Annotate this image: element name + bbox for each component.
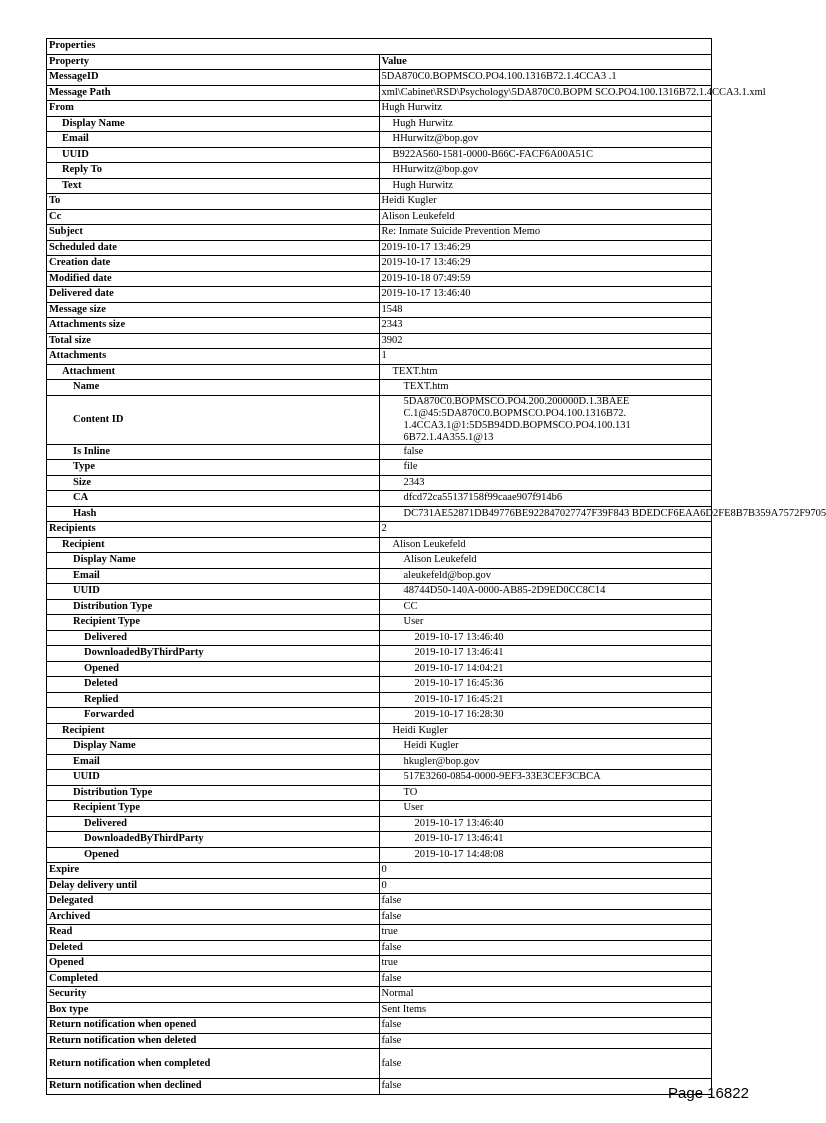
property-key: To [47, 194, 380, 210]
property-key: Name [47, 380, 380, 396]
property-value: User [379, 801, 712, 817]
property-key: Delay delivery until [47, 878, 380, 894]
property-key: UUID [47, 147, 380, 163]
table-row [47, 240, 712, 256]
table-row [47, 132, 712, 148]
table-row [47, 225, 712, 241]
property-key: Opened [47, 661, 380, 677]
property-value: 2019-10-17 13:46:40 [379, 287, 712, 303]
property-key: Creation date [47, 256, 380, 272]
property-value: 2019-10-17 13:46:29 [379, 256, 712, 272]
property-value: Normal [379, 987, 712, 1003]
property-key: Return notification when deleted [47, 1033, 380, 1049]
property-value: true [379, 956, 712, 972]
property-value: B922A560-1581-0000-B66C-FACF6A00A51C [379, 147, 712, 163]
property-key: Delivered date [47, 287, 380, 303]
property-value: hkugler@bop.gov [379, 754, 712, 770]
table-row [47, 101, 712, 117]
property-key: Display Name [47, 739, 380, 755]
property-value: Alison Leukefeld [379, 537, 712, 553]
property-key: Forwarded [47, 708, 380, 724]
table-row [47, 1018, 712, 1034]
property-value: 2019-10-17 16:28:30 [379, 708, 712, 724]
property-key: Subject [47, 225, 380, 241]
property-key: Email [47, 754, 380, 770]
property-value: false [379, 1018, 712, 1034]
property-value: TEXT.htm [379, 380, 712, 396]
table-row [47, 723, 712, 739]
property-value: Alison Leukefeld [379, 209, 712, 225]
property-value: 2019-10-17 16:45:36 [379, 677, 712, 693]
property-value: 2019-10-18 07:49:59 [379, 271, 712, 287]
property-value: dfcd72ca55137158f99caae907f914b6 [379, 491, 712, 507]
property-key: Attachments [47, 349, 380, 365]
property-value: 2 [379, 522, 712, 538]
property-key: Read [47, 925, 380, 941]
property-value: TEXT.htm [379, 364, 712, 380]
table-row [47, 646, 712, 662]
property-value: 48744D50-140A-0000-AB85-2D9ED0CC8C14 [379, 584, 712, 600]
property-value: Sent Items [379, 1002, 712, 1018]
table-row [47, 801, 712, 817]
property-key: From [47, 101, 380, 117]
property-key: Total size [47, 333, 380, 349]
table-row [47, 677, 712, 693]
property-value: 5DA870C0.BOPMSCO.PO4.100.1316B72.1.4CCA3 .1 [379, 70, 712, 86]
property-value: 2019-10-17 13:46:40 [379, 816, 712, 832]
property-key: Delivered [47, 816, 380, 832]
table-row [47, 537, 712, 553]
table-row [47, 256, 712, 272]
table-row [47, 364, 712, 380]
property-key: Text [47, 178, 380, 194]
property-key: Completed [47, 971, 380, 987]
property-key: Content ID [47, 395, 380, 444]
property-value: 2019-10-17 16:45:21 [379, 692, 712, 708]
property-value: 1548 [379, 302, 712, 318]
table-row [47, 661, 712, 677]
property-key: MessageID [47, 70, 380, 86]
property-key: Delivered [47, 630, 380, 646]
property-value: false [379, 1049, 712, 1079]
table-row [47, 1049, 712, 1079]
property-key: Attachments size [47, 318, 380, 334]
property-value: HHurwitz@bop.gov [379, 132, 712, 148]
property-value: 2343 [379, 475, 712, 491]
table-row [47, 785, 712, 801]
property-key: Deleted [47, 940, 380, 956]
property-key: CA [47, 491, 380, 507]
property-value: 517E3260-0854-0000-9EF3-33E3CEF3CBCA [379, 770, 712, 786]
property-key: Replied [47, 692, 380, 708]
property-value: true [379, 925, 712, 941]
table-row [47, 863, 712, 879]
property-key: Email [47, 568, 380, 584]
property-value: false [379, 1033, 712, 1049]
table-row [47, 599, 712, 615]
table-row [47, 287, 712, 303]
table-row [47, 271, 712, 287]
property-value: 2019-10-17 13:46:41 [379, 646, 712, 662]
table-row [47, 1079, 712, 1095]
table-row [47, 116, 712, 132]
property-key: Is Inline [47, 444, 380, 460]
property-key: Email [47, 132, 380, 148]
table-header-row [47, 54, 712, 70]
property-value: Heidi Kugler [379, 739, 712, 755]
property-key: Archived [47, 909, 380, 925]
property-key: Opened [47, 956, 380, 972]
table-title-row [47, 39, 712, 55]
property-key: Display Name [47, 116, 380, 132]
property-value: 2019-10-17 13:46:41 [379, 832, 712, 848]
property-value: 2343 [379, 318, 712, 334]
table-row [47, 163, 712, 179]
property-key: Cc [47, 209, 380, 225]
property-value: Hugh Hurwitz [379, 116, 712, 132]
property-value: TO [379, 785, 712, 801]
property-key: Return notification when opened [47, 1018, 380, 1034]
table-row [47, 460, 712, 476]
table-row [47, 832, 712, 848]
property-value: aleukefeld@bop.gov [379, 568, 712, 584]
table-row [47, 987, 712, 1003]
header-property: Property [47, 54, 380, 70]
property-value: file [379, 460, 712, 476]
table-row [47, 770, 712, 786]
property-value: Re: Inmate Suicide Prevention Memo [379, 225, 712, 241]
property-key: Distribution Type [47, 599, 380, 615]
property-value: DC731AE52871DB49776BE922847027747F39F843 BDEDCF6EAA6D2FE8B7B359A7572F9705 [379, 506, 712, 522]
property-key: Delegated [47, 894, 380, 910]
header-value: Value [379, 54, 712, 70]
table-row [47, 894, 712, 910]
property-value: CC [379, 599, 712, 615]
property-value: 0 [379, 863, 712, 879]
property-key: Return notification when declined [47, 1079, 380, 1095]
table-row [47, 395, 712, 444]
table-row [47, 971, 712, 987]
property-key: DownloadedByThirdParty [47, 646, 380, 662]
property-key: Message size [47, 302, 380, 318]
table-row [47, 568, 712, 584]
table-row [47, 522, 712, 538]
property-value: 1 [379, 349, 712, 365]
table-row [47, 754, 712, 770]
property-value: false [379, 971, 712, 987]
property-value: 3902 [379, 333, 712, 349]
property-value: false [379, 909, 712, 925]
property-key: Display Name [47, 553, 380, 569]
table-row [47, 708, 712, 724]
property-key: Hash [47, 506, 380, 522]
property-key: Size [47, 475, 380, 491]
table-row [47, 553, 712, 569]
property-value: 5DA870C0.BOPMSCO.PO4.200.200000D.1.3BAEE C.1@45:5DA870C0.BOPMSCO.PO4.100.1316B72. 1.4CCA3.1@1:5D5B94DD.BOPMSCO.PO4.100.131 6B72.1.4A355.1@13 [379, 395, 712, 444]
page-number: Page 16822 [668, 1085, 749, 1102]
table-row [47, 333, 712, 349]
property-value: Heidi Kugler [379, 723, 712, 739]
property-value: HHurwitz@bop.gov [379, 163, 712, 179]
table-title: Properties [47, 39, 712, 55]
table-row [47, 85, 712, 101]
table-row [47, 302, 712, 318]
property-value: false [379, 444, 712, 460]
table-row [47, 816, 712, 832]
property-key: Scheduled date [47, 240, 380, 256]
property-key: Modified date [47, 271, 380, 287]
table-row [47, 349, 712, 365]
property-value: 0 [379, 878, 712, 894]
property-key: Return notification when completed [47, 1049, 380, 1079]
table-row [47, 380, 712, 396]
property-value: false [379, 1079, 712, 1095]
table-row [47, 847, 712, 863]
property-key: Recipient [47, 723, 380, 739]
property-key: Recipient [47, 537, 380, 553]
property-key: Recipient Type [47, 615, 380, 631]
property-key: Deleted [47, 677, 380, 693]
property-key: Reply To [47, 163, 380, 179]
property-key: Expire [47, 863, 380, 879]
property-value: Heidi Kugler [379, 194, 712, 210]
property-value: User [379, 615, 712, 631]
table-row [47, 70, 712, 86]
property-key: Security [47, 987, 380, 1003]
property-key: Recipient Type [47, 801, 380, 817]
table-row [47, 444, 712, 460]
property-key: Distribution Type [47, 785, 380, 801]
property-value: false [379, 940, 712, 956]
table-row [47, 506, 712, 522]
table-row [47, 739, 712, 755]
property-value: 2019-10-17 14:04:21 [379, 661, 712, 677]
table-row [47, 692, 712, 708]
table-row [47, 615, 712, 631]
property-key: Box type [47, 1002, 380, 1018]
property-key: DownloadedByThirdParty [47, 832, 380, 848]
property-value: false [379, 894, 712, 910]
table-row [47, 194, 712, 210]
property-key: Recipients [47, 522, 380, 538]
property-value: xml\Cabinet\RSD\Psychology\5DA870C0.BOPM SCO.PO4.100.1316B72.1.4CCA3.1.xml [379, 85, 712, 101]
table-row [47, 925, 712, 941]
property-key: Opened [47, 847, 380, 863]
table-row [47, 584, 712, 600]
table-row [47, 878, 712, 894]
table-row [47, 1033, 712, 1049]
table-row [47, 178, 712, 194]
table-row [47, 491, 712, 507]
property-value: Alison Leukefeld [379, 553, 712, 569]
table-row [47, 475, 712, 491]
property-value: Hugh Hurwitz [379, 178, 712, 194]
table-row [47, 147, 712, 163]
table-row [47, 1002, 712, 1018]
property-value: 2019-10-17 13:46:40 [379, 630, 712, 646]
property-value: Hugh Hurwitz [379, 101, 712, 117]
property-key: Type [47, 460, 380, 476]
table-row [47, 630, 712, 646]
table-row [47, 940, 712, 956]
table-row [47, 956, 712, 972]
property-value: 2019-10-17 13:46:29 [379, 240, 712, 256]
table-row [47, 909, 712, 925]
table-row [47, 318, 712, 334]
property-value: 2019-10-17 14:48:08 [379, 847, 712, 863]
property-key: UUID [47, 584, 380, 600]
property-key: Attachment [47, 364, 380, 380]
property-key: UUID [47, 770, 380, 786]
property-key: Message Path [47, 85, 380, 101]
table-row [47, 209, 712, 225]
